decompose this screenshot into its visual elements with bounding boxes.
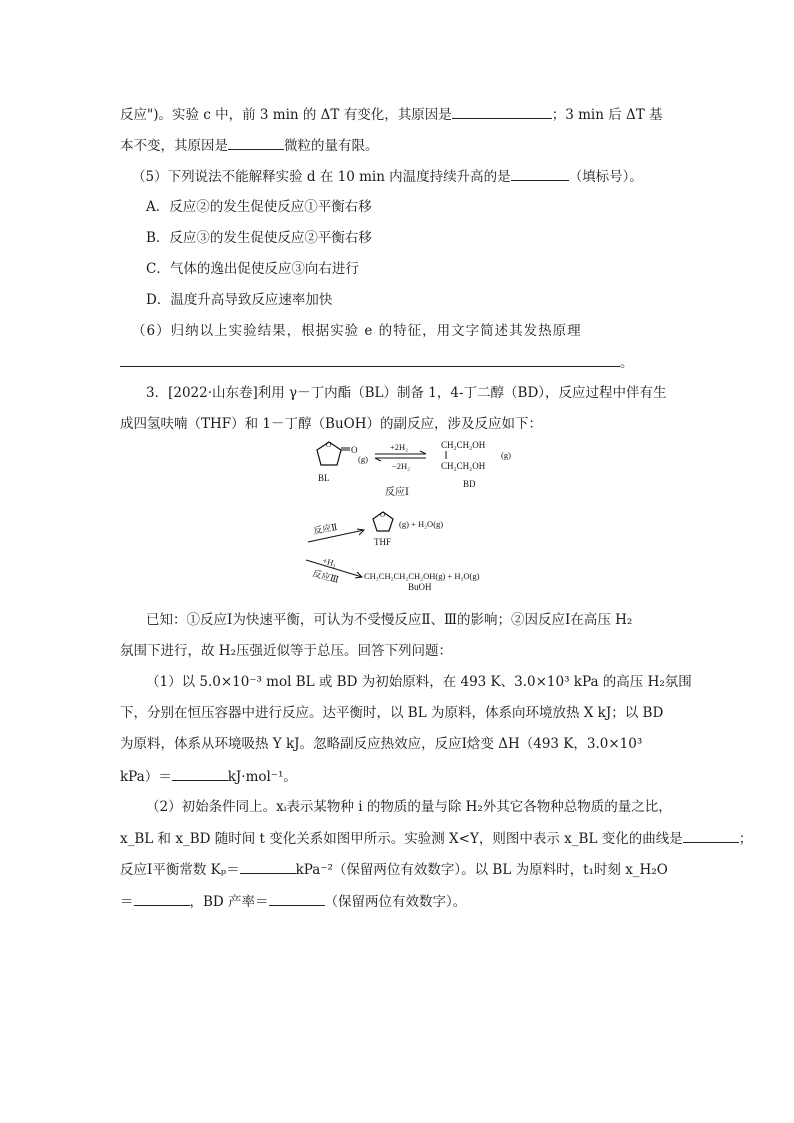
buoh-label: BuOH [408,582,432,590]
reaction-1-label: 反应Ⅰ [385,487,409,498]
bl-label: BL [318,473,330,483]
reaction-3-label: 反应Ⅲ [311,568,340,585]
option-c: C．气体的逸出促使反应③向右进行 [146,261,359,277]
bd-formula-top: CH₂CH₂OH [441,440,486,450]
bd-state: (g) [501,450,511,460]
subquestion-1: 下，分别在恒压容器中进行反应。达平衡时，以 BL 为原料，体系向环境放热 X kJ；以 BD [120,705,664,721]
forward-reagent: +2H₂ [390,442,409,452]
text: ；3 min 后 ΔT 基 [551,107,663,123]
text: （5）下列说法不能解释实验 d 在 10 min 内温度持续升高的是 [132,169,511,185]
text-line [120,135,379,156]
answer-blank[interactable] [269,891,325,906]
reaction-scheme [300,432,530,590]
answer-blank[interactable] [134,891,190,906]
text: kPa）＝ [120,769,172,785]
text: 反应Ⅰ平衡常数 Kₚ＝ [120,862,240,878]
thf-label: THF [374,537,392,547]
text: 微粒的量有限。 [284,138,379,154]
answer-blank[interactable] [683,828,739,843]
bd-formula-bottom: CH₂CH₂OH [441,461,486,471]
known-conditions: 已知：①反应Ⅰ为快速平衡，可认为不受慢反应Ⅱ、Ⅲ的影响；②因反应Ⅰ在高压 H₂ [146,612,633,628]
answer-blank[interactable] [228,135,284,150]
text: kJ·mol⁻¹。 [227,769,297,785]
answer-blank[interactable] [240,859,296,874]
subquestion-2: （2）初始条件同上。xᵢ表示某物种 i 的物质的量与除 H₂外其它各物种总物质的量之比， [146,799,672,815]
text: ； [738,831,753,847]
thf-oxygen: O [380,511,386,519]
text: ＝ [120,894,134,910]
reverse-reagent: −2H₂ [392,461,411,471]
answer-blank[interactable] [172,766,228,781]
subquestion-2 [120,859,668,880]
thf-product: (g) + H₂O(g) [399,519,444,529]
subquestion-1 [120,766,297,787]
option-a: A．反应②的发生促使反应①平衡右移 [146,199,372,215]
question-5-stem [132,166,643,187]
question-3-intro: 3．[2022·山东卷]利用 γ－丁内酯（BL）制备 1，4-丁二醇（BD），反应过程中伴有生 [146,385,667,401]
text: kPa⁻²（保留两位有效数字）。以 BL 为原料时，t₁时刻 x_H₂O [295,862,668,878]
answer-blank[interactable] [452,104,552,119]
text: （填标号）。 [568,169,643,185]
text-line [120,352,634,373]
option-d: D．温度升高导致反应速率加快 [146,292,333,308]
subquestion-2 [120,891,466,912]
ring-oxygen: O [326,441,332,449]
bl-state: (g) [358,454,368,464]
question-3-intro: 成四氢呋喃（THF）和 1－丁醇（BuOH）的副反应，涉及反应如下： [120,416,542,432]
subquestion-1: （1）以 5.0×10⁻³ mol BL 或 BD 为初始原料，在 493 K、3.0×10³ kPa 的高压 H₂氛围 [146,674,692,690]
bd-label: BD [463,479,476,489]
buoh-product: CH₃CH₂CH₂CH₂OH(g) + H₂O(g) [364,571,480,581]
answer-blank[interactable] [120,352,620,367]
text: （保留两位有效数字）。 [324,894,467,910]
known-conditions: 氛围下进行，故 H₂压强近似等于总压。回答下列问题： [120,643,452,659]
text: 。 [620,355,634,371]
subquestion-1: 为原料，体系从环境吸热 Y kJ。忽略副反应热效应，反应Ⅰ焓变 ΔH（493 K，3.0×10³ [120,736,643,752]
carbonyl-oxygen: O [351,445,358,455]
text: ，BD 产率＝ [189,894,269,910]
answer-blank[interactable] [511,166,569,181]
text: 反应")。实验 c 中，前 3 min 的 ΔT 有变化，其原因是 [120,107,452,123]
arrowhead [357,529,364,535]
text-line [120,104,663,125]
question-6-stem: （6）归纳以上实验结果，根据实验 e 的特征，用文字简述其发热原理 [132,323,582,339]
text: x_BL 和 x_BD 随时间 t 变化关系如图甲所示。实验测 X<Y，则图中表示 x_BL 变化的曲线是 [120,831,683,847]
reaction-2-label: 反应Ⅱ [312,521,339,536]
reaction-3-reagent: +H₂ [321,555,338,569]
text: 本不变，其原因是 [120,138,228,154]
subquestion-2 [120,828,752,849]
option-b: B．反应③的发生促使反应②平衡右移 [146,230,372,246]
